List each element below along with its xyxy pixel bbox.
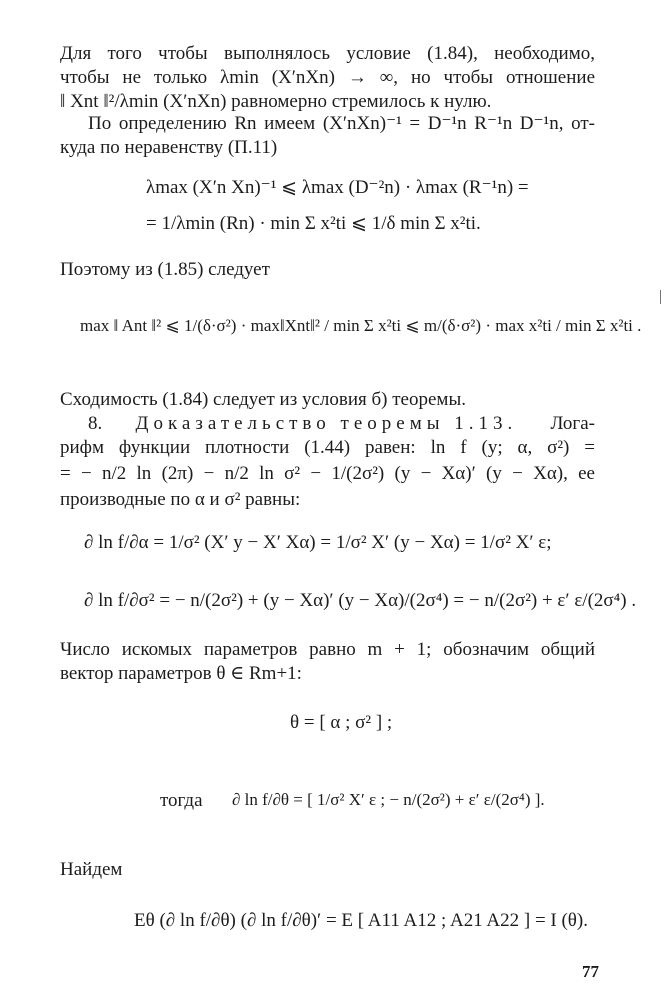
equation-lambda-line-1: λmax (X′n Xn)⁻¹ ⩽ λmax (D⁻²n) · λmax (R⁻¹n) = (146, 177, 529, 198)
proof-heading: Доказательство теоремы 1.13. (135, 413, 518, 434)
equation-gradient-theta: ∂ ln f/∂θ = [ 1/σ² X′ ε ; − n/(2σ²) + ε′ ε/(2σ⁴) ]. (232, 790, 545, 809)
page-number: 77 (582, 962, 599, 981)
equation-derivative-alpha: ∂ ln f/∂α = 1/σ² (X′ y − X′ Xα) = 1/σ² X′ (y − Xα) = 1/σ² X′ ε; (84, 532, 552, 553)
paragraph-2-line-1: По определению Rn имеем (X′nXn)⁻¹ = D⁻¹n R⁻¹n D⁻¹n, от- (88, 113, 595, 134)
paragraph-6-line-2: вектор параметров θ ∈ Rm+1: (60, 663, 302, 684)
paragraph-5-line-1 (88, 412, 595, 436)
paragraph-6-line-1: Число искомых параметров равно m + 1; обозначим общий (60, 639, 595, 660)
paragraph-4: Сходимость (1.84) следует из условия б) теоремы. (60, 389, 466, 410)
paragraph-5-line-2: рифм функции плотности (1.44) равен: ln f (y; α, σ²) = (60, 437, 595, 458)
paragraph-5-line-3: = − n/2 ln (2π) − n/2 ln σ² − 1/(2σ²) (y − Xα)′ (y − Xα), ее (60, 463, 595, 484)
word-togda: тогда (160, 790, 203, 811)
paragraph-2-line-2: куда по неравенству (П.11) (60, 137, 278, 158)
paragraph-7: Найдем (60, 859, 123, 880)
section-number: 8. (88, 413, 103, 434)
equation-theta-vector: θ = [ α ; σ² ] ; (290, 712, 393, 733)
paragraph-1-line-1: Для того чтобы выполнялось условие (1.84), необходимо, (60, 43, 595, 64)
paragraph-1-line-2: чтобы не только λmin (X′nXn) → ∞, но чтобы отношение (60, 67, 595, 88)
paragraph-1-line-3: ‖ Xnt ‖²/λmin (X′nXn) равномерно стремилось к нулю. (60, 91, 492, 112)
equation-fisher-information: Eθ (∂ ln f/∂θ) (∂ ln f/∂θ)′ = E [ A11 A12 ; A21 A22 ] = I (θ). (134, 910, 588, 931)
equation-lambda-line-2: = 1/λmin (Rn) · min Σ x²ti ⩽ 1/δ min Σ x²ti. (146, 213, 481, 234)
paragraph-5-line-4: производные по α и σ² равны: (60, 489, 301, 510)
paragraph-5-line-1-end: Лога- (550, 413, 595, 434)
equation-derivative-sigma: ∂ ln f/∂σ² = − n/(2σ²) + (y − Xα)′ (y − Xα)/(2σ⁴) = − n/(2σ²) + ε′ ε/(2σ⁴) . (84, 590, 637, 611)
paragraph-3: Поэтому из (1.85) следует (60, 259, 270, 280)
margin-mark (660, 290, 661, 304)
equation-max-A: max ‖ Ant ‖² ⩽ 1/(δ·σ²) · max‖Xnt‖² / min Σ x²ti ⩽ m/(δ·σ²) · max x²ti / min Σ x²ti . (80, 316, 642, 335)
